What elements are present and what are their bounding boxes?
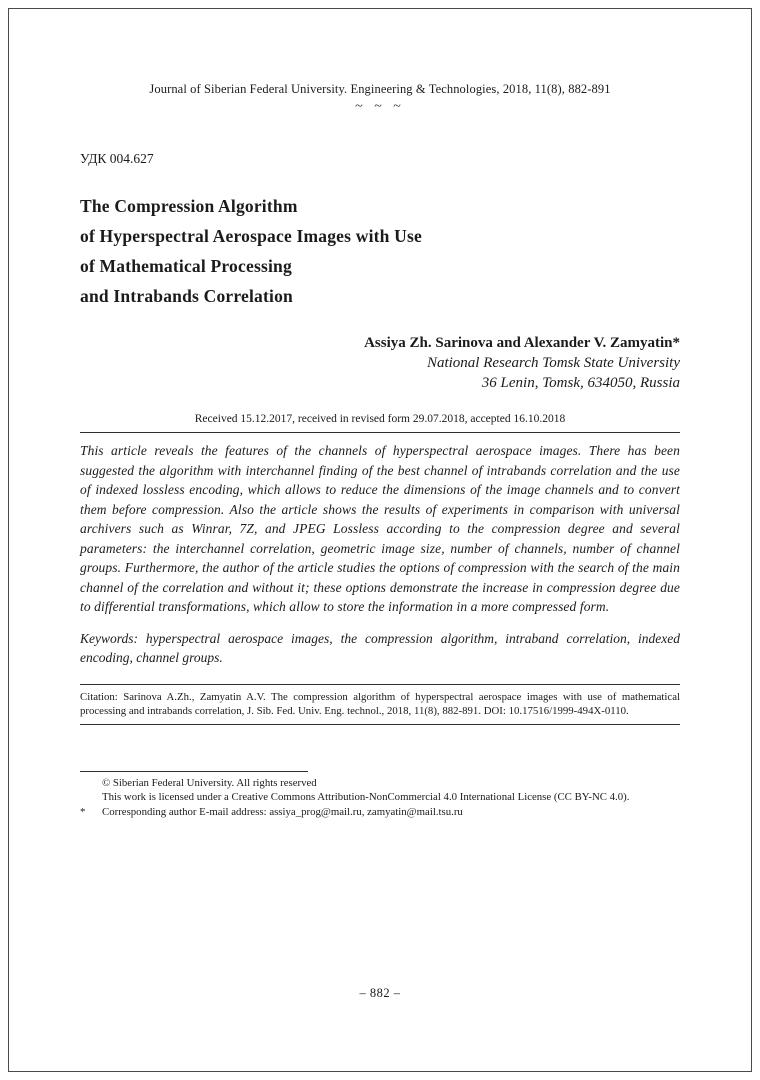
affiliation-line-2: 36 Lenin, Tomsk, 634050, Russia xyxy=(481,375,680,391)
journal-header-line: Journal of Siberian Federal University. Engineering & Technologies, 2018, 11(8), 882-891 xyxy=(149,82,611,96)
article-title-line-2: of Hyperspectral Aerospace Images with Use xyxy=(80,226,422,246)
corresponding-author-line xyxy=(80,805,680,820)
footnote-separator-rule xyxy=(80,771,308,772)
authors-line: Assiya Zh. Sarinova and Alexander V. Zamyatin* xyxy=(364,335,680,351)
authors-block xyxy=(80,333,680,393)
asterisk-marker: * xyxy=(80,805,86,818)
license-line: This work is licensed under a Creative Commons Attribution-NonCommercial 4.0 International License (CC BY-NC 4.0). xyxy=(102,791,630,803)
article-title-line-3: of Mathematical Processing xyxy=(80,256,292,276)
copyright-line: © Siberian Federal University. All rights reserved xyxy=(102,776,317,789)
corresponding-author-text: Corresponding author E-mail address: assiya_prog@mail.ru, zamyatin@mail.tsu.ru xyxy=(102,805,463,818)
page-number: – 882 – xyxy=(359,986,401,1000)
article-title xyxy=(80,191,680,311)
tilde-separator: ~ ~ ~ xyxy=(355,99,405,114)
article-title-line-4: and Intrabands Correlation xyxy=(80,286,293,306)
article-title-line-1: The Compression Algorithm xyxy=(80,196,298,216)
keywords-text: Keywords: hyperspectral aerospace images, the compression algorithm, intraband correlation, indexed encoding, channel groups. xyxy=(80,630,680,665)
page-content xyxy=(80,0,680,819)
footnote-area xyxy=(80,771,680,820)
udk-code: УДК 004.627 xyxy=(80,151,154,166)
citation-text: Citation: Sarinova A.Zh., Zamyatin A.V. The compression algorithm of hyperspectral aerospace images with use of mathematical processing and intrabands correlation, J. Sib. Fed. Univ. Eng. technol., 2018, 11(8), 882-891. DOI: 10.17516/1999-494X-0110. xyxy=(80,690,680,717)
abstract-text: This article reveals the features of the channels of hyperspectral aerospace images. There has been suggested the algorithm with interchannel finding of the best channel of intrabands correlation and the use of indexed lossless encoding, which allows to reduce the dimensions of the image channels and to convert them before compression. Also the article shows the results of experiments in comparison with universal archivers such as Winrar, 7Z, and JPEG Lossless according to the compression degree and several parameters: the interchannel correlation, geometric image size, number of channels, number of channel groups. Furthermore, the author of the article studies the options of compression with the search of the main channel of the correlation and without it; these options demonstrate the increase in compression degree due to differential transformations, which allow to store the information in a more compressed form. xyxy=(80,443,680,614)
received-dates-line: Received 15.12.2017, received in revised form 29.07.2018, accepted 16.10.2018 xyxy=(80,413,680,433)
affiliation-line-1: National Research Tomsk State University xyxy=(426,355,680,371)
citation-bottom-rule xyxy=(80,724,680,725)
